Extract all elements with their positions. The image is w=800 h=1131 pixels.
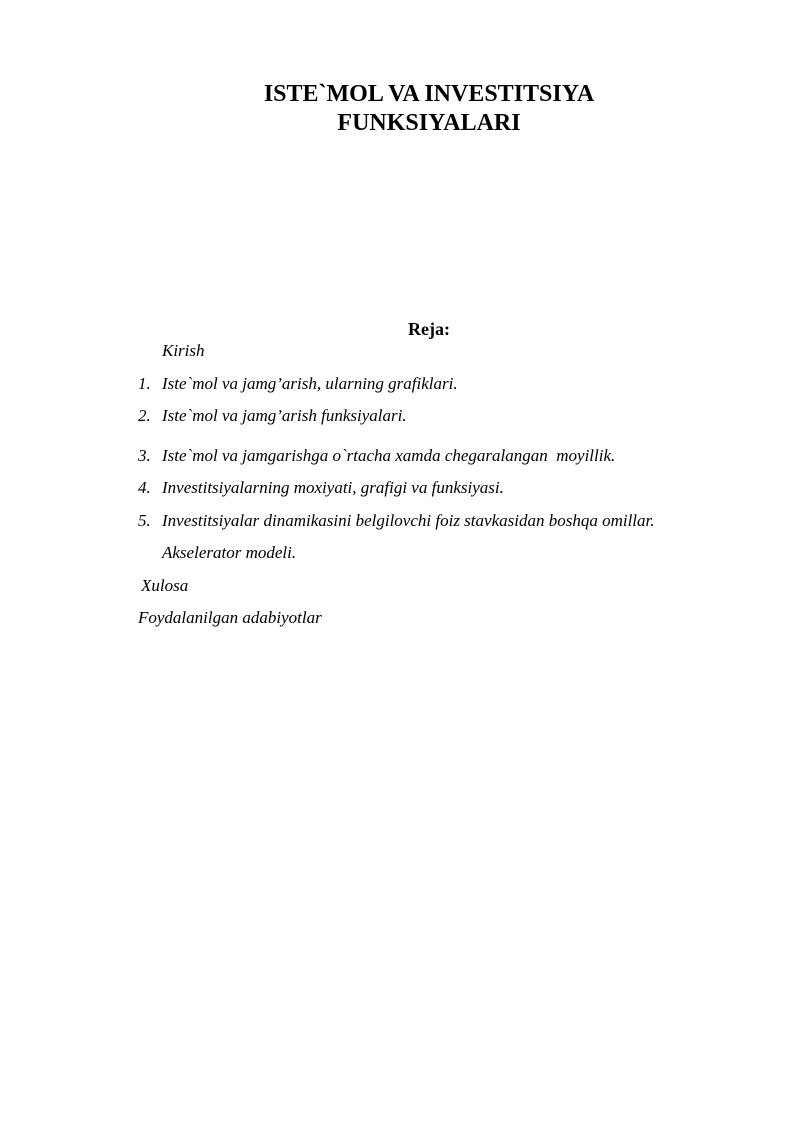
plan-references: Foydalanilgan adabiyotlar [138, 608, 322, 627]
plan-item-text: Investitsiyalar dinamikasini belgilovchi foiz stavkasidan boshqa omillar. [162, 511, 655, 530]
document-title [0, 80, 800, 138]
plan-item-text: Iste`mol va jamg’arish funksiyalari. [162, 406, 407, 425]
plan-heading: Reja: [408, 319, 450, 339]
plan-item-number: 1. [138, 374, 151, 393]
plan-item-number: 5. [138, 511, 151, 530]
plan-item-continuation: Akselerator modeli. [162, 543, 297, 562]
title-line-2: FUNKSIYALARI [337, 110, 521, 136]
plan-item-text: Iste`mol va jamg’arish, ularning grafiklari. [162, 374, 458, 393]
title-line-1: ISTE`MOL VA INVESTITSIYA [263, 81, 595, 107]
plan-item-number: 4. [138, 478, 151, 497]
plan-item-text: Investitsiyalarning moxiyati, grafigi va funksiyasi. [162, 478, 504, 497]
plan-conclusion: Xulosa [141, 576, 189, 595]
plan-intro: Kirish [162, 341, 205, 360]
plan-item-text: Iste`mol va jamgarishga o`rtacha xamda chegaralangan moyillik. [162, 446, 616, 465]
plan-item-number: 3. [138, 446, 151, 465]
plan-item-number: 2. [138, 406, 151, 425]
